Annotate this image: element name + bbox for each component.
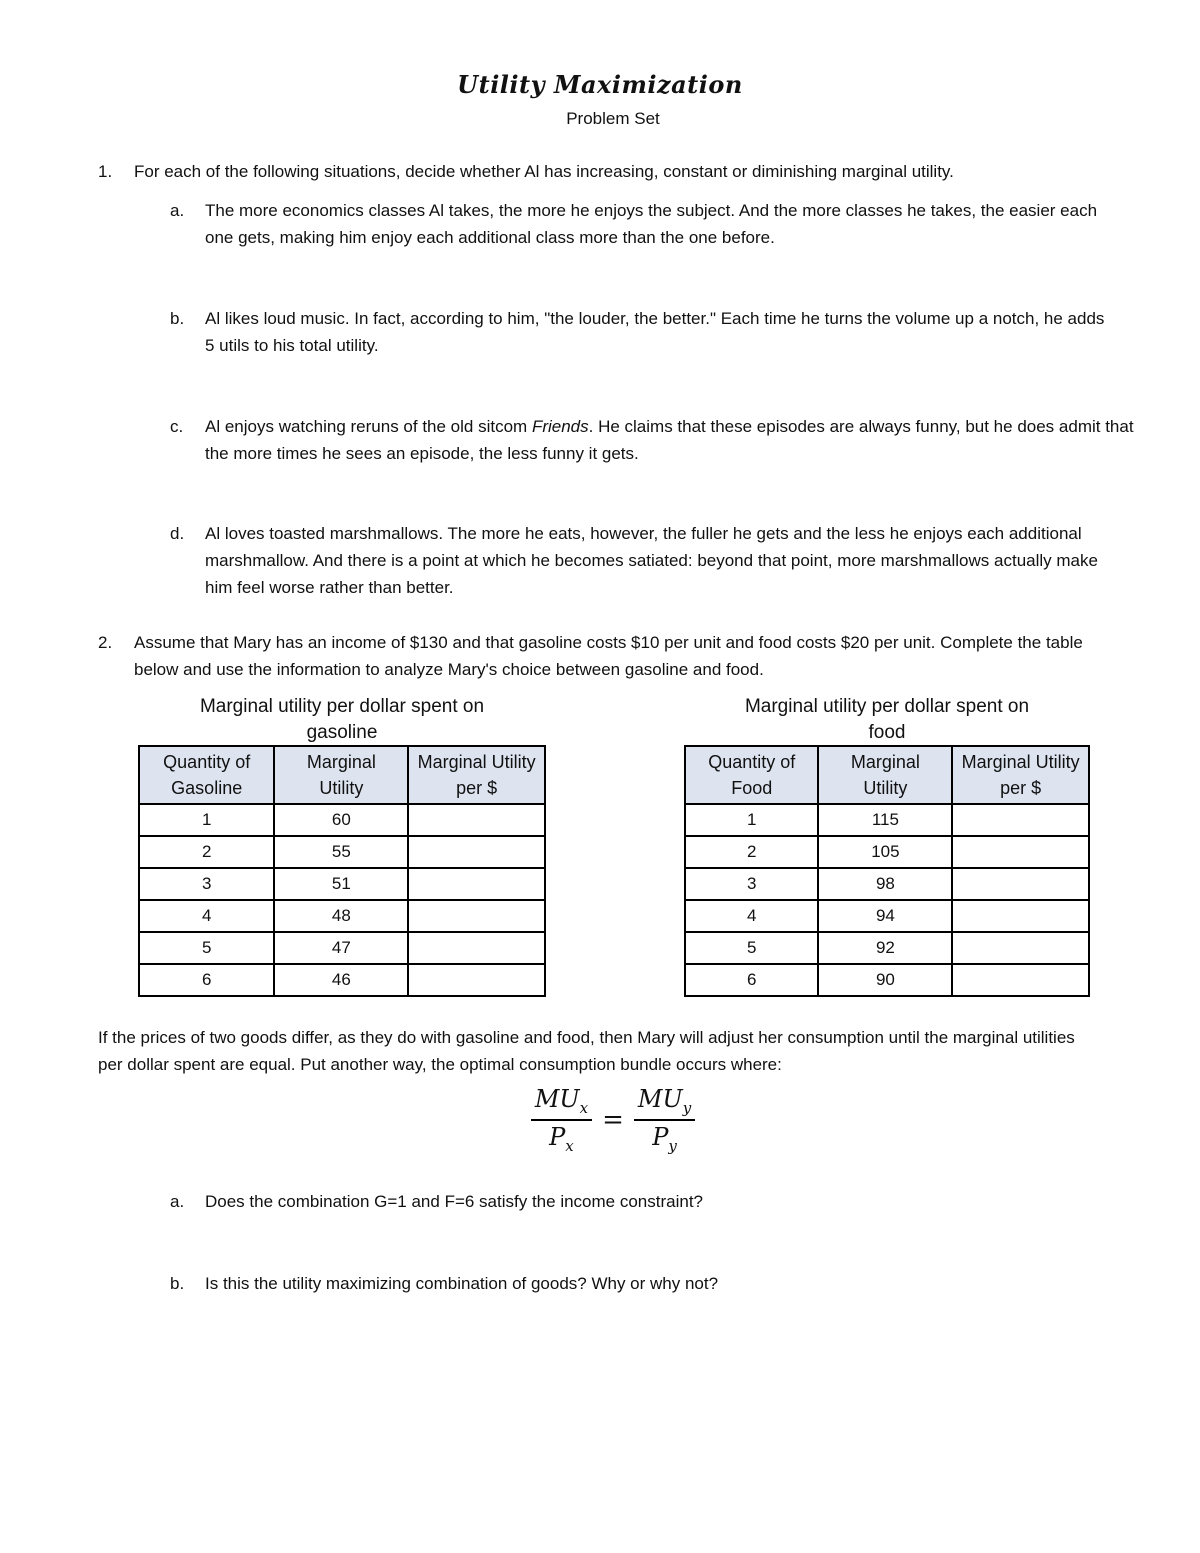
gasoline-mu-cell: 51 [274, 868, 408, 900]
gasoline-header-mu-per-dollar: Marginal Utility per $ [408, 746, 545, 804]
gasoline-row [139, 900, 545, 932]
gasoline-mu-cell: 46 [274, 964, 408, 996]
food-row [685, 932, 1089, 964]
gasoline-mu-per-dollar-cell[interactable] [408, 836, 545, 868]
gasoline-row [139, 932, 545, 964]
food-header-mu: Marginal Utility [818, 746, 952, 804]
gasoline-quantity-cell: 4 [139, 900, 274, 932]
gasoline-quantity-cell: 6 [139, 964, 274, 996]
food-row [685, 964, 1089, 996]
utility-max-formula [0, 1085, 1200, 1155]
gasoline-mu-per-dollar-cell[interactable] [408, 964, 545, 996]
question-1d-letter: d. [170, 524, 185, 543]
formula-left-fraction: $\frac{MU_x}{P_x}$ [531, 1085, 592, 1155]
food-row [685, 900, 1089, 932]
question-1b-letter: b. [170, 309, 185, 328]
gasoline-quantity-cell: 5 [139, 932, 274, 964]
question-2b-text: Is this the utility maximizing combination of goods? Why or why not? [205, 1274, 719, 1293]
gasoline-quantity-cell: 3 [139, 868, 274, 900]
question-1b-text: Al likes loud music. In fact, according to him, "the louder, the better." Each time he turns the volume up a notch, he adds 5 utils to his total utility. [205, 309, 1105, 355]
food-quantity-cell: 1 [685, 804, 818, 836]
gasoline-row [139, 804, 545, 836]
food-row [685, 804, 1089, 836]
food-quantity-cell: 4 [685, 900, 818, 932]
question-2-text: Assume that Mary has an income of $130 and that gasoline costs $10 per unit and food costs $20 per unit. Complete the table below and use the information to analyze Mary's choice between gasoline and food. [134, 633, 1083, 679]
food-mu-cell: 92 [818, 932, 952, 964]
food-mu-per-dollar-cell[interactable] [952, 900, 1089, 932]
question-1c-text [205, 413, 1135, 467]
food-mu-per-dollar-cell[interactable] [952, 804, 1089, 836]
food-mu-cell: 105 [818, 836, 952, 868]
gasoline-row [139, 836, 545, 868]
gasoline-mu-per-dollar-cell[interactable] [408, 868, 545, 900]
question-1-number: 1. [98, 162, 113, 181]
food-mu-cell: 115 [818, 804, 952, 836]
question-2b-letter: b. [170, 1274, 185, 1293]
question-2-number: 2. [98, 633, 113, 652]
food-mu-per-dollar-cell[interactable] [952, 932, 1089, 964]
gasoline-mu-per-dollar-cell[interactable] [408, 932, 545, 964]
gasoline-mu-per-dollar-cell[interactable] [408, 900, 545, 932]
question-1c-italic-title: Friends [531, 417, 589, 436]
food-mu-cell: 94 [818, 900, 952, 932]
question-1a-text: The more economics classes Al takes, the more he enjoys the subject. And the more classes he takes, the easier each one gets, making him enjoy each additional class more than the one before. [205, 201, 1098, 247]
gasoline-mu-cell: 47 [274, 932, 408, 964]
food-table [684, 745, 1090, 997]
food-quantity-cell: 5 [685, 932, 818, 964]
question-1-text: For each of the following situations, decide whether Al has increasing, constant or diminishing marginal utility. [134, 162, 954, 181]
question-2a-letter: a. [170, 1192, 185, 1211]
food-row [685, 836, 1089, 868]
gasoline-row [139, 964, 545, 996]
food-quantity-cell: 6 [685, 964, 818, 996]
question-1c-text-before: Al enjoys watching reruns of the old sitcom [205, 417, 532, 436]
question-1d-text: Al loves toasted marshmallows. The more he eats, however, the fuller he gets and the less he enjoys each additional marshmallow. And there is a point at which he becomes satiated: beyond that point, more marshmallows actually make him feel worse rather than better. [205, 524, 1098, 597]
food-mu-cell: 90 [818, 964, 952, 996]
gasoline-quantity-cell: 2 [139, 836, 274, 868]
food-table-caption: Marginal utility per dollar spent on food [744, 696, 1030, 743]
food-mu-per-dollar-cell[interactable] [952, 836, 1089, 868]
food-quantity-cell: 2 [685, 836, 818, 868]
formula-right-fraction: $\frac{MU_y}{P_y}$ [634, 1085, 695, 1155]
gasoline-table [138, 745, 546, 997]
food-quantity-cell: 3 [685, 868, 818, 900]
food-mu-per-dollar-cell[interactable] [952, 868, 1089, 900]
gasoline-mu-cell: 55 [274, 836, 408, 868]
question-2a-text: Does the combination G=1 and F=6 satisfy the income constraint? [205, 1192, 703, 1211]
gasoline-table-caption: Marginal utility per dollar spent on gasoline [199, 696, 485, 743]
gasoline-header-mu: Marginal Utility [274, 746, 408, 804]
page-title: Utility Maximization [457, 70, 743, 99]
gasoline-mu-cell: 48 [274, 900, 408, 932]
food-row [685, 868, 1089, 900]
gasoline-mu-per-dollar-cell[interactable] [408, 804, 545, 836]
question-1c-letter: c. [170, 417, 184, 436]
question-1c-text-after: . He claims that these episodes are always funny, but he does admit that the more times he sees an episode, the less funny it gets. [205, 417, 1134, 463]
question-1a-letter: a. [170, 201, 185, 220]
formula-equals: = [602, 1104, 624, 1135]
gasoline-mu-cell: 60 [274, 804, 408, 836]
food-mu-per-dollar-cell[interactable] [952, 964, 1089, 996]
gasoline-quantity-cell: 1 [139, 804, 274, 836]
food-header-quantity: Quantity of Food [685, 746, 818, 804]
gasoline-row [139, 868, 545, 900]
gasoline-header-quantity: Quantity of Gasoline [139, 746, 274, 804]
food-mu-cell: 98 [818, 868, 952, 900]
page-subtitle: Problem Set [566, 109, 660, 128]
food-header-mu-per-dollar: Marginal Utility per $ [952, 746, 1089, 804]
optimal-bundle-paragraph: If the prices of two goods differ, as they do with gasoline and food, then Mary will adjust her consumption until the marginal utilities per dollar spent are equal. Put another way, the optimal consumption bundle occurs where: [98, 1028, 1075, 1074]
